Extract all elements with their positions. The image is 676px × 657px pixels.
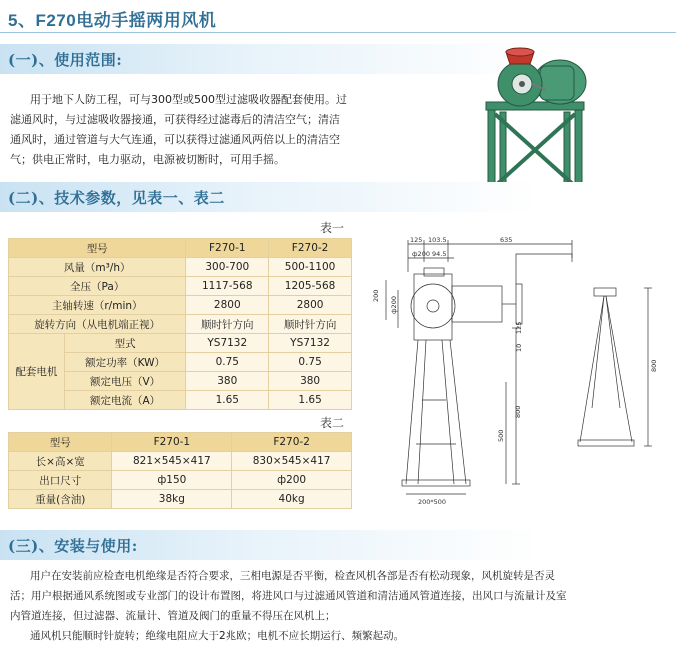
table-row [9,490,352,509]
table-cell: 40kg [232,490,352,509]
table-header-cell: F270-2 [269,239,352,258]
table-header-cell: F270-1 [186,239,269,258]
table-row [9,239,352,258]
table-cell: 额定电压（V） [64,372,186,391]
install-line: 内管道连接，但过滤器、流量计、管道及阀门的重量不得压在风机上； [10,610,336,622]
table1-caption: 表一 [320,221,345,235]
table-cell: 1.65 [269,391,352,410]
table-row [9,296,352,315]
table-header-cell: 型号 [9,239,186,258]
fan-technical-drawing [366,232,670,510]
table-group-cell: 配套电机 [9,334,65,410]
dim-label: 103.5 [428,236,447,244]
table-cell: 1205-568 [269,277,352,296]
table-cell: 380 [186,372,269,391]
table-cell: 顺时针方向 [186,315,269,334]
table-header-cell: 型号 [9,433,112,452]
table-row [9,277,352,296]
dim-label: 635 [500,236,513,244]
table-cell: 1117-568 [186,277,269,296]
table-cell: 额定电流（A） [64,391,186,410]
section-heading-usage: (一)、使用范围: [8,51,123,69]
table-cell: 821×545×417 [112,452,232,471]
table-cell: 全压（Pa） [9,277,186,296]
usage-paragraph [10,90,390,170]
dim-label: 125 [410,236,423,244]
table2-caption: 表二 [320,416,345,430]
usage-line: 气；供电正常时，电力驱动，电源被切断时，可用手摇。 [10,153,285,166]
table-cell: 长×高×宽 [9,452,112,471]
table-row [9,433,352,452]
title-rule [0,32,676,33]
dim-label: 94.5 [432,250,447,258]
table-header-cell: F270-2 [232,433,352,452]
dim-label: 800 [650,359,658,372]
table-cell: 38kg [112,490,232,509]
table-cell: 额定功率（KW） [64,353,186,372]
dim-label: 125 [515,321,523,334]
table1 [8,238,352,410]
table-header-cell: F270-1 [112,433,232,452]
table-cell: 重量(含油) [9,490,112,509]
table-cell: ф200 [232,471,352,490]
section-heading-params: (二)、技术参数，见表一、表二 [8,189,225,207]
table-row [9,334,352,353]
table-cell: 0.75 [269,353,352,372]
page-title: 5、F270电动手摇两用风机 [8,11,217,30]
table-cell: 风量（m³/h） [9,258,186,277]
table-cell: 0.75 [186,353,269,372]
table-cell: 2800 [269,296,352,315]
table-cell: 830×545×417 [232,452,352,471]
install-paragraph [10,566,670,646]
table-row [9,258,352,277]
dim-label: 10 [515,343,523,352]
dim-label: 200*500 [418,498,447,506]
table-cell: YS7132 [269,334,352,353]
table-row [9,315,352,334]
table-cell: 主轴转速（r/min） [9,296,186,315]
install-line: 通风机只能顺时针旋转；绝缘电阻应大于2兆欧；电机不应长期运行、频繁起动。 [30,630,405,642]
table-cell: 380 [269,372,352,391]
section-heading-install: (三)、安装与使用: [8,537,138,555]
dim-label: 200 [372,289,380,302]
dim-label: 500 [497,429,505,442]
usage-line: 通风时，通过管道与大气连通，可以获得过滤通风两倍以上的清洁空 [10,133,340,146]
table-cell: 旋转方向（从电机端正视） [9,315,186,334]
table-cell: 型式 [64,334,186,353]
table-cell: 1.65 [186,391,269,410]
table-cell: ф150 [112,471,232,490]
usage-line: 用于地下人防工程，可与300型或500型过滤吸收器配套使用。过 [30,93,347,106]
table-row [9,452,352,471]
install-line: 用户在安装前应检查电机绝缘是否符合要求，三相电源是否平衡，检查风机各部是否有松动现象，风机旋转是否灵 [30,570,555,582]
table-cell: YS7132 [186,334,269,353]
table-cell: 顺时针方向 [269,315,352,334]
usage-line: 滤通风时，与过滤吸收器接通，可获得经过滤毒后的清洁空气；清洁 [10,113,340,126]
table-cell: 300-700 [186,258,269,277]
dim-label: ф200 [390,296,398,314]
fan-machine-illustration [470,44,605,196]
dim-label: 800 [514,405,522,418]
install-line: 活；用户根据通风系统图或专业部门的设计布置图，将进风口与过滤通风管道和清洁通风管道连接，出风口与流量计及室 [10,590,567,602]
table-cell: 出口尺寸 [9,471,112,490]
table-row [9,471,352,490]
table-cell: 2800 [186,296,269,315]
table2 [8,432,352,509]
dim-label: ф200 [412,250,430,258]
table-cell: 500-1100 [269,258,352,277]
